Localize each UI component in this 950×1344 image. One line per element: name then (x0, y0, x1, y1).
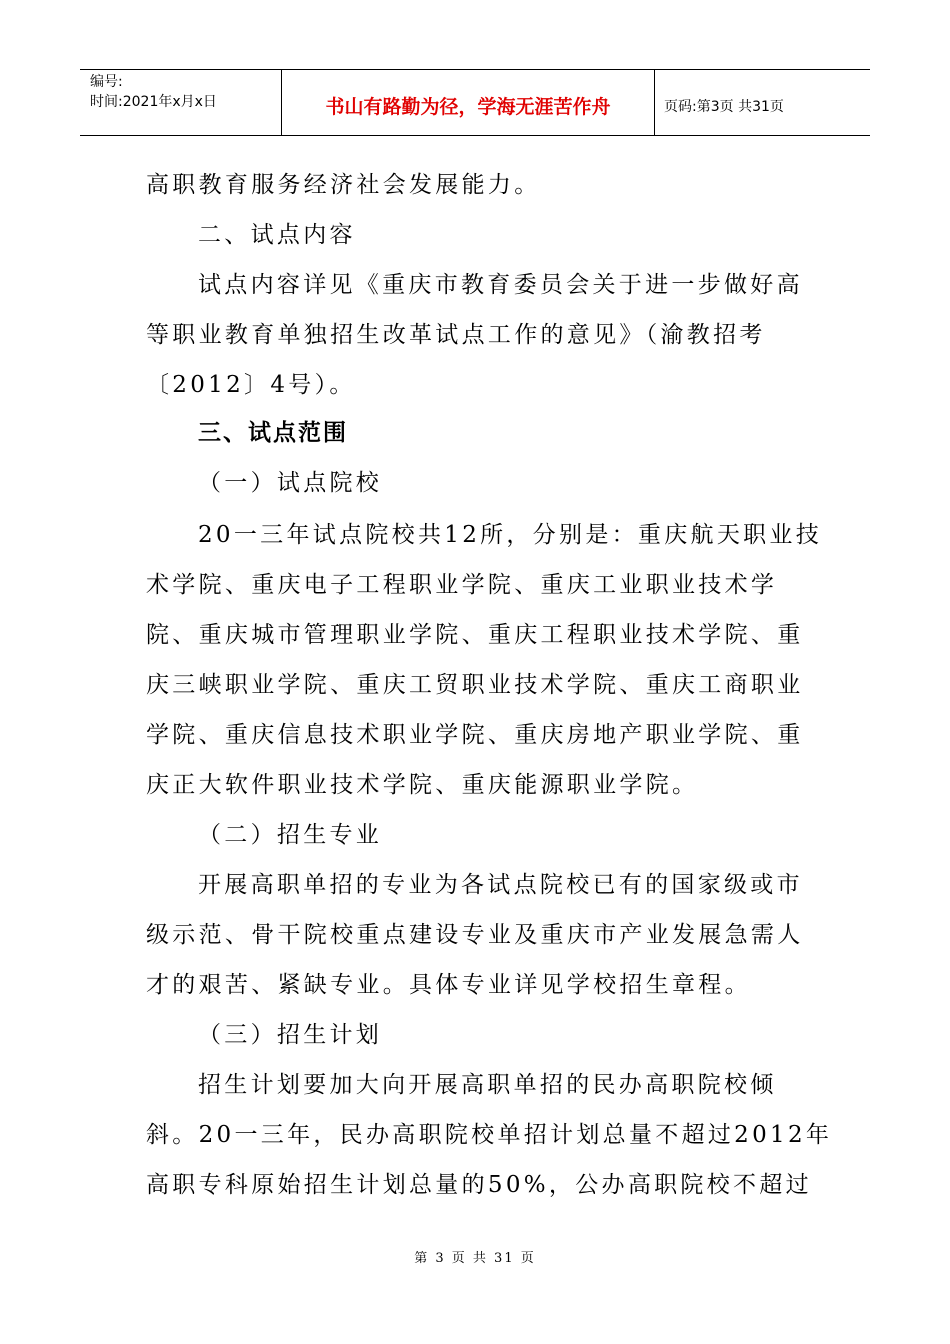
paragraph-line: 〔2012〕4号）。 (146, 372, 356, 398)
paragraph-line: 级示范、骨干院校重点建设专业及重庆市产业发展急需人 (146, 922, 804, 948)
paragraph-line: 庆正大软件职业技术学院、重庆能源职业学院。 (146, 772, 699, 798)
paragraph-line: 术学院、重庆电子工程职业学院、重庆工业职业技术学 (146, 572, 778, 598)
subsection-heading: （二）招生专业 (198, 822, 383, 848)
section-heading: 二、试点内容 (198, 222, 356, 248)
header-meta (80, 70, 282, 135)
paragraph-line: 才的艰苦、紧缺专业。具体专业详见学校招生章程。 (146, 972, 751, 998)
header-motto: 书山有路勤为径，学海无涯苦作舟 (282, 70, 655, 135)
paragraph-line: 院、重庆城市管理职业学院、重庆工程职业技术学院、重 (146, 622, 804, 648)
paragraph-line: 学院、重庆信息技术职业学院、重庆房地产职业学院、重 (146, 722, 804, 748)
paragraph-line: 等职业教育单独招生改革试点工作的意见》（渝教招考 (146, 322, 766, 348)
time-label: 时间:2021年x月x日 (90, 94, 217, 110)
paragraph-line: 斜。20一三年，民办高职院校单招计划总量不超过2012年 (146, 1122, 833, 1148)
paragraph-line: 招生计划要加大向开展高职单招的民办高职院校倾 (198, 1072, 777, 1098)
number-label: 编号: (90, 74, 123, 90)
paragraph-line: 高职教育服务经济社会发展能力。 (146, 172, 541, 198)
subsection-heading: （三）招生计划 (198, 1022, 383, 1048)
paragraph-line: 高职专科原始招生计划总量的50%，公办高职院校不超过 (146, 1172, 812, 1198)
document-header (80, 69, 870, 136)
paragraph-line: 试点内容详见《重庆市教育委员会关于进一步做好高 (198, 272, 803, 298)
paragraph-line: 20一三年试点院校共12所，分别是：重庆航天职业技 (198, 522, 823, 548)
header-page-info: 页码:第3页 共31页 (664, 98, 784, 115)
page-footer: 第 3 页 共 31 页 (414, 1251, 536, 1266)
subsection-heading: （一）试点院校 (198, 470, 383, 496)
paragraph-line: 开展高职单招的专业为各试点院校已有的国家级或市 (198, 872, 803, 898)
section-heading: 三、试点范围 (198, 420, 348, 446)
paragraph-line: 庆三峡职业学院、重庆工贸职业技术学院、重庆工商职业 (146, 672, 804, 698)
